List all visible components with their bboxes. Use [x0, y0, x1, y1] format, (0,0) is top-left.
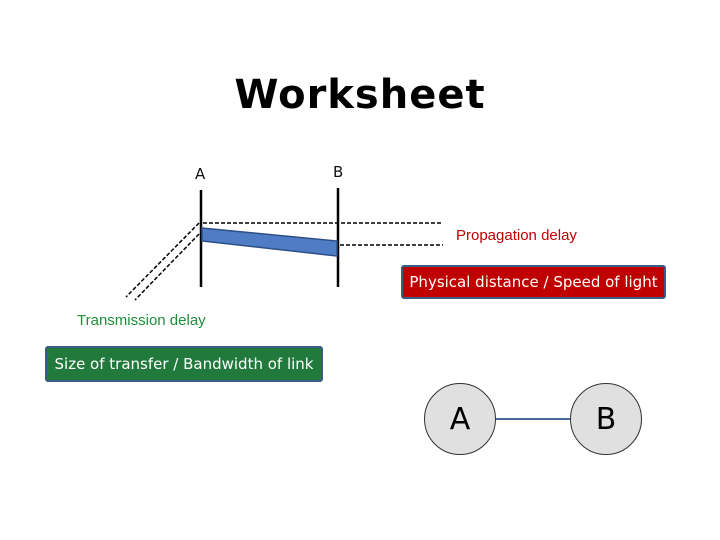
node-b-label: B	[333, 163, 344, 181]
transmission-guide-inner	[135, 234, 199, 300]
node-b-circle: B	[570, 383, 642, 455]
transmission-delay-label: Transmission delay	[77, 312, 206, 329]
transmission-guide-outer	[126, 223, 199, 297]
propagation-delay-label: Propagation delay	[456, 227, 577, 244]
page-title: Worksheet	[234, 72, 486, 118]
node-a-label: A	[195, 165, 206, 183]
packet-bar	[202, 228, 337, 256]
propagation-formula-box: Physical distance / Speed of light	[401, 265, 666, 299]
transmission-formula-box: Size of transfer / Bandwidth of link	[45, 346, 323, 382]
node-a-circle: A	[424, 383, 496, 455]
